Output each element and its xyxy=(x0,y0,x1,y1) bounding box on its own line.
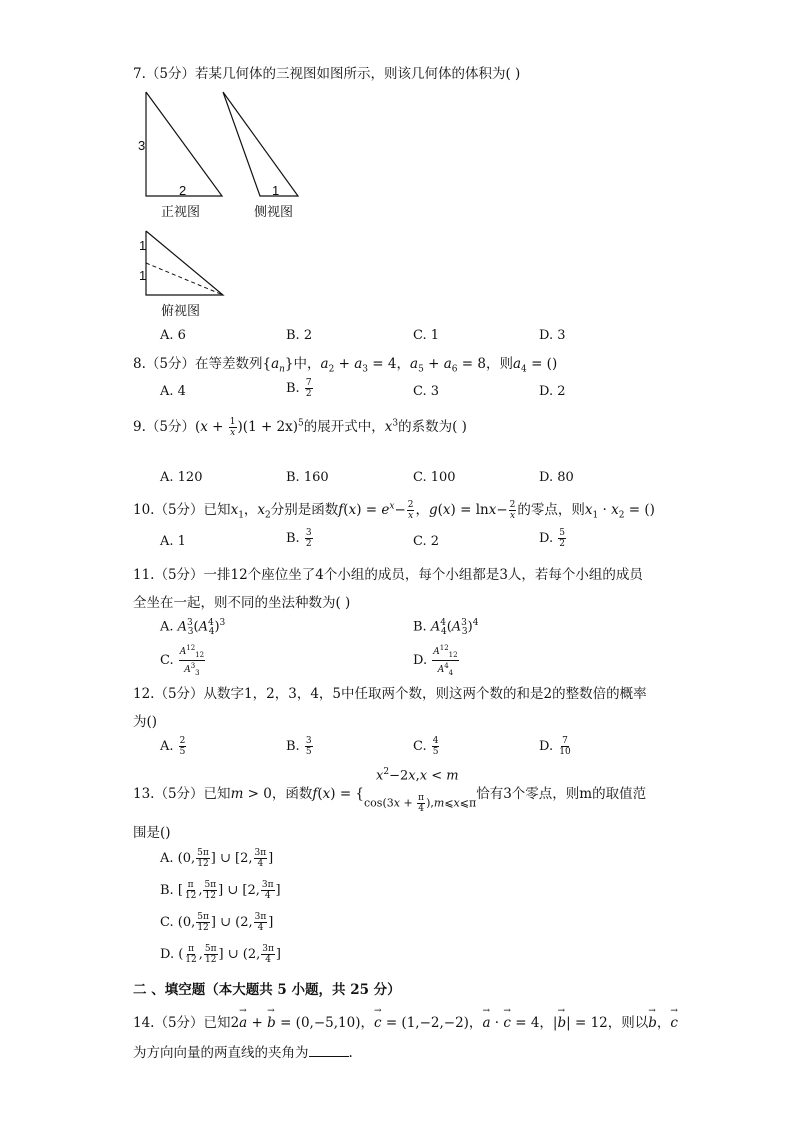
q12-option-c: C. $\frac{4}{5}$ xyxy=(413,736,439,757)
q7-figure-top-view xyxy=(130,225,240,305)
q14-answer-blank[interactable] xyxy=(309,1044,349,1057)
q8-stem: 8.（5分）在等差数列$\{a_n\}$中，$a_2 + a_3 = 4$，$a_5 + a_6 = 8$，则$a_4$ = () xyxy=(133,356,558,375)
q7-option-b: B. 2 xyxy=(286,328,313,343)
side-width-label: 1 xyxy=(272,183,280,198)
q7-option-d: D. 3 xyxy=(539,328,566,343)
q12-stem-line1: 12.（5分）从数字1，2，3，4，5中任取两个数，则这两个数的和是2的整数倍的概率 xyxy=(133,686,647,702)
front-view-triangle xyxy=(146,92,222,196)
q11-option-c: C. $\frac{A^{12}_{12}}{A^3_3}$ xyxy=(160,644,205,677)
q10-stem: 10.（5分）已知$x_1$，$x_2$分别是函数$f(x) = e^x-$ $\frac{2}{x}$ ，g(x) = lnx− $\frac{2}{x}$ 的零点，则$x_1 \cdot x_2$ = () xyxy=(133,500,655,521)
q12-stem-line2: 为() xyxy=(133,714,158,730)
q9-option-a: A. 120 xyxy=(160,470,203,485)
q13-option-c: C. (0, $\frac{5\pi}{12}$ ] ∪ (2, $\frac{3\pi}{4}$ ] xyxy=(160,912,274,933)
q13-stem: 13.（5分）已知m > 0，函数f(x) = {cos(3x + $\frac{\pi}{4}$ ),m⩽x⩽π恰有3个零点，则m的取值范 xyxy=(133,786,647,814)
top-view-hidden-edge xyxy=(146,263,223,295)
q7-figure-top xyxy=(130,85,330,225)
q8-option-a: A. 4 xyxy=(160,384,186,399)
q11-option-a: A. $A^3_3(A^4_4)^3$ xyxy=(160,618,226,637)
front-width-label: 2 xyxy=(179,183,187,198)
q13-option-d: D. ( $\frac{\pi}{12}$ , $\frac{5\pi}{12}$ ] ∪ (2, $\frac{3\pi}{4}$ ] xyxy=(160,944,281,965)
side-view-triangle xyxy=(223,92,298,196)
section-fill-in-heading: 二 、填空题（本大题共 5 小题，共 25 分） xyxy=(133,982,401,998)
q11-stem-line1: 11.（5分）一排12个座位坐了4个小组的成员，每个小组都是3人，若每个小组的成员 xyxy=(133,567,643,583)
q10-option-a: A. 1 xyxy=(160,534,186,549)
q13-option-a: A. (0, $\frac{5\pi}{12}$ ] ∪ [2, $\frac{3\pi}{4}$ ] xyxy=(160,848,274,869)
q14-stem-line2: 为方向向量的两直线的夹角为 . xyxy=(133,1045,353,1061)
q9-option-b: B. 160 xyxy=(286,470,329,485)
q13-option-b: B. [ $\frac{\pi}{12}$ , $\frac{5\pi}{12}$ ] ∪ [2, $\frac{3\pi}{4}$ ] xyxy=(160,880,281,901)
top-view-triangle xyxy=(146,231,223,295)
q7-stem: 7.（5分）若某几何体的三视图如图所示，则该几何体的体积为( ) xyxy=(133,66,521,82)
q11-option-b: B. $A^4_4(A^3_3)^4$ xyxy=(413,618,479,637)
top-b-label: 1 xyxy=(139,268,147,283)
q8-option-d: D. 2 xyxy=(539,384,566,399)
top-a-label: 1 xyxy=(139,238,147,253)
q12-option-d: D. $\frac{7}{10}$ xyxy=(539,736,571,757)
q10-option-c: C. 2 xyxy=(413,534,440,549)
q12-option-a: A. $\frac{2}{5}$ xyxy=(160,736,186,757)
front-view-label: 正视图 xyxy=(161,204,201,219)
front-height-label: 3 xyxy=(138,138,146,153)
q8-option-b: B. $\frac{7}{2}$ xyxy=(286,378,312,399)
q7-option-a: A. 6 xyxy=(160,328,186,343)
q14-stem: 14.（5分）已知2→ a + → b = (0,−5,10)，→ c = (1,−2,−2)，→ a · → c = 4，|→ b| = 12，则以→ b，→ c xyxy=(133,1011,678,1031)
q10-option-d: D. $\frac{5}{2}$ xyxy=(539,528,565,549)
q9-option-c: C. 100 xyxy=(413,470,456,485)
q11-stem-line2: 全坐在一起，则不同的坐法种数为( ) xyxy=(133,595,351,611)
q11-option-d: D. $\frac{A^{12}_{12}}{A^4_4}$ xyxy=(413,644,458,677)
q13-stem-line2: 围是() xyxy=(133,825,171,841)
q13-piece1: $x^2-2x,x < m$ xyxy=(376,767,459,784)
q7-option-c: C. 1 xyxy=(413,328,440,343)
top-view-label: 俯视图 xyxy=(161,303,201,318)
q8-option-c: C. 3 xyxy=(413,384,440,399)
q9-stem: 9.（5分）(x + $\frac{1}{x}$ )$(1 + 2x)^5$的展开式中，$x^3$的系数为( ) xyxy=(133,417,467,438)
q10-option-b: B. $\frac{3}{2}$ xyxy=(286,528,312,549)
q9-option-d: D. 80 xyxy=(539,470,574,485)
q12-option-b: B. $\frac{3}{5}$ xyxy=(286,736,312,757)
side-view-label: 侧视图 xyxy=(254,204,294,219)
